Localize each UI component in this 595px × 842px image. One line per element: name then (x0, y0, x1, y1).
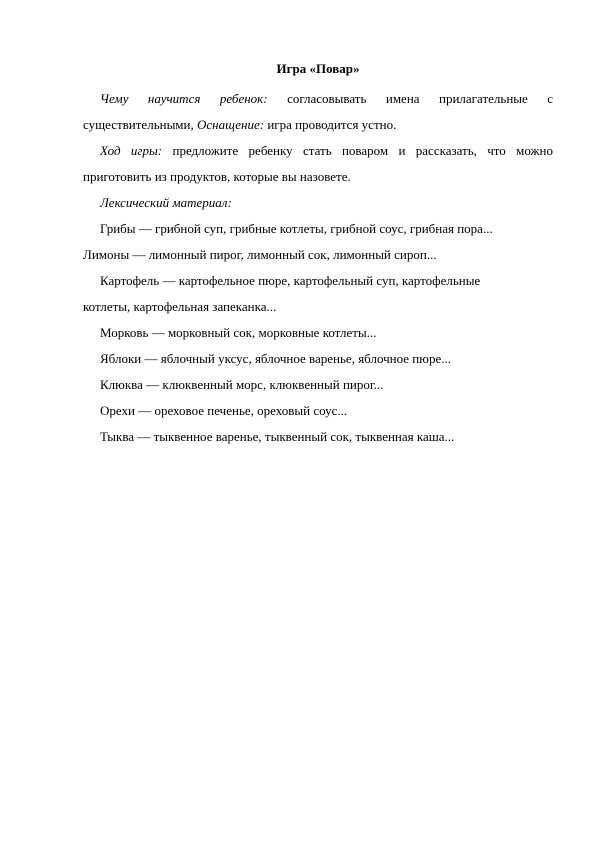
document-title: Игра «Повар» (276, 61, 360, 76)
document-page (83, 56, 553, 450)
procedure-paragraph (83, 138, 553, 190)
lexical-item-pumpkin: Тыква — тыквенное варенье, тыквенный сок, тыквенная каша... (100, 429, 455, 444)
goal-paragraph (83, 86, 553, 138)
lexical-label: Лексический материал: (100, 195, 232, 210)
goal-text: согласовывать имена прилагательные с существительными, (83, 91, 554, 132)
lexical-item-apples: Яблоки — яблочный уксус, яблочное варенье, яблочное пюре... (100, 351, 451, 366)
procedure-text: предложите ребенку стать поваром и рассказать, что можно приготовить из продуктов, которые вы назовете. (83, 143, 553, 184)
equipment-label: Оснащение: (197, 117, 265, 132)
lexical-item-carrots: Морковь — морковный сок, морковные котлеты... (100, 325, 377, 340)
lexical-item-cranberries: Клюква — клюквенный морс, клюквенный пирог... (100, 377, 384, 392)
lexical-item-mushrooms: Грибы — грибной суп, грибные котлеты, грибной соус, грибная пора... (100, 221, 493, 236)
lexical-item-potatoes: Картофель — картофельное пюре, картофельный суп, картофельные котлеты, картофельная запеканка... (83, 273, 481, 314)
lexical-item-lemons: Лимоны — лимонный пирог, лимонный сок, лимонный сироп... (83, 247, 437, 262)
lexical-item-nuts: Орехи — ореховое печенье, ореховый соус... (100, 403, 348, 418)
procedure-label: Ход игры: (100, 143, 163, 158)
equipment-text: игра проводится устно. (264, 117, 397, 132)
goal-label: Чему научится ребенок: (100, 91, 268, 106)
